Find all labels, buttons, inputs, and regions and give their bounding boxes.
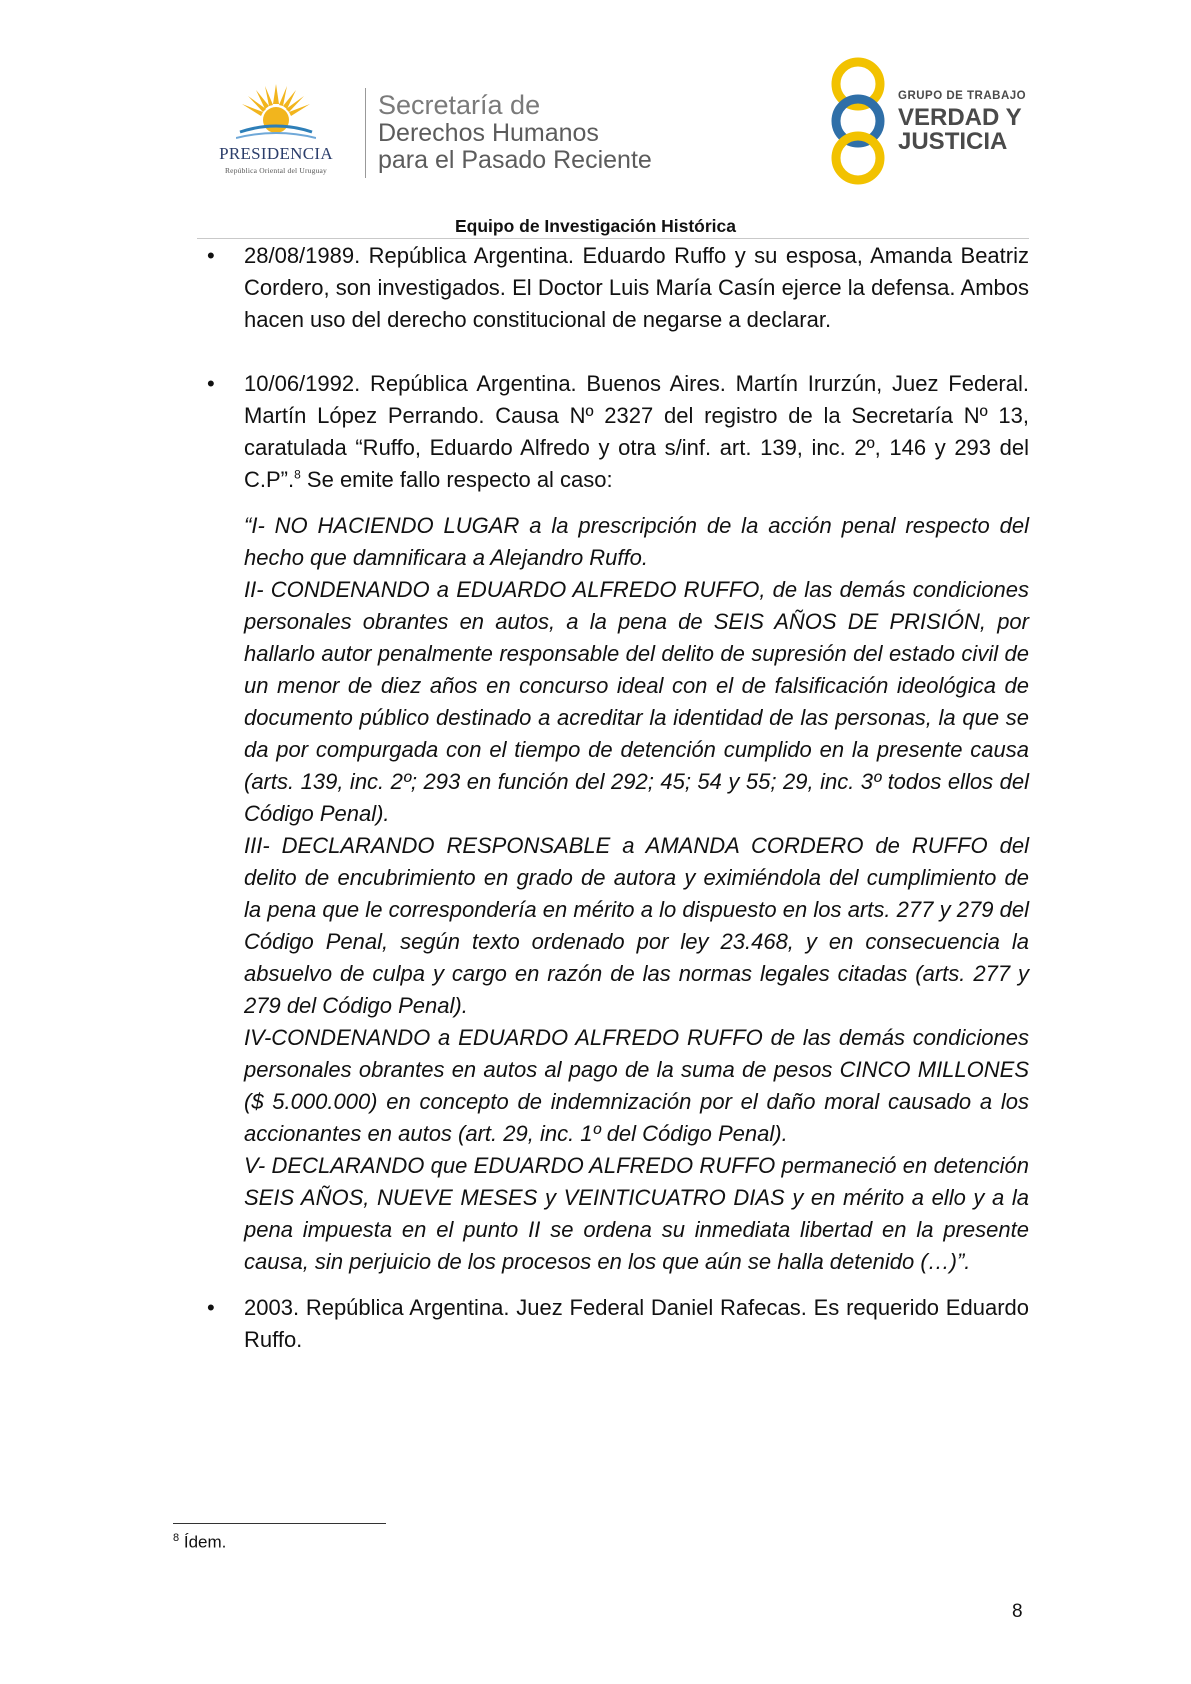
- page-number: 8: [1012, 1601, 1023, 1622]
- presidencia-subtitle: República Oriental del Uruguay: [224, 166, 327, 175]
- sun-emblem-icon: [236, 80, 316, 140]
- header-rule: [197, 238, 1029, 239]
- bullet-marker: •: [207, 243, 215, 268]
- grupo-title-line-1: VERDAD Y: [898, 104, 1022, 131]
- court-ruling-quote: [244, 510, 1029, 1278]
- presidencia-name: PRESIDENCIA: [219, 144, 333, 163]
- bullet-marker: •: [207, 371, 215, 396]
- bullet-text: 10/06/1992. República Argentina. Buenos Aires. Martín Irurzún, Juez Federal. Martín López Perrando. Causa Nº 2327 del registro de la Secretaría Nº 13, caratulada “Ruffo, Eduardo Alfredo y otra s/inf. art. 139, inc. 2º, 146 y 293 del C.P”.: [244, 371, 1029, 492]
- ruling-point-4: IV-CONDENANDO a EDUARDO ALFREDO RUFFO de las demás condiciones personales obrantes en autos al pago de la suma de pesos CINCO MILLONES ($ 5.000.000) en concepto de indemnización por el daño moral causado a los accionantes en autos (art. 29, inc. 1º del Código Penal).: [244, 1025, 1029, 1146]
- bullet-item: [197, 368, 1029, 496]
- team-title: Equipo de Investigación Histórica: [454, 216, 737, 236]
- page-header: [0, 0, 1191, 200]
- ruling-point-5: V- DECLARANDO que EDUARDO ALFREDO RUFFO permaneció en detención SEIS AÑOS, NUEVE MESES y VEINTICUATRO DIAS y en mérito a ello y a la pena impuesta en el punto II se ordena su inmediata libertad en la presente causa, sin perjuicio de los procesos en los que aún se halla detenido (…)”.: [244, 1153, 1029, 1274]
- footnote-reference: 8: [294, 467, 301, 482]
- bullet-item: [197, 1292, 1029, 1356]
- ruling-point-2: II- CONDENANDO a EDUARDO ALFREDO RUFFO, de las demás condiciones personales obrantes en autos, a la pena de SEIS AÑOS DE PRISIÓN, por hallarlo autor penalmente responsable del delito de supresión del estado civil de un menor de diez años en concurso ideal con el de falsificación ideológica de documento público destinado a acreditar la identidad de las personas, la que se da por compurgada con el tiempo de detención cumplido en la presente causa (arts. 139, inc. 2º; 293 en función del 292; 45; 54 y 55; 29, inc. 3º todos ellos del Código Penal).: [244, 577, 1029, 826]
- ruling-point-1: “I- NO HACIENDO LUGAR a la prescripción de la acción penal respecto del hecho que damnificara a Alejandro Ruffo.: [244, 513, 1029, 570]
- footnote-text: Ídem.: [179, 1532, 227, 1552]
- presidencia-logo: [196, 80, 356, 180]
- footnote-number: 8: [173, 1532, 180, 1544]
- interlinked-rings-icon: [820, 56, 896, 186]
- secretaria-line-2: Derechos Humanos: [378, 119, 599, 147]
- grupo-title-line-2: JUSTICIA: [898, 128, 1008, 155]
- bullet-text: 28/08/1989. República Argentina. Eduardo Ruffo y su esposa, Amanda Beatriz Cordero, son investigados. El Doctor Luis María Casín ejerce la defensa. Ambos hacen uso del derecho constitucional de negarse a declarar.: [244, 243, 1029, 332]
- secretaria-line-3: para el Pasado Reciente: [378, 146, 652, 174]
- header-divider: [365, 88, 366, 178]
- bullet-marker: •: [207, 1295, 215, 1320]
- footnote: [173, 1532, 226, 1553]
- secretaria-line-1: Secretaría de: [378, 90, 541, 120]
- bullet-item: [197, 240, 1029, 336]
- secretaria-logo-text: [378, 90, 652, 174]
- ruling-point-3: III- DECLARANDO RESPONSABLE a AMANDA CORDERO de RUFFO del delito de encubrimiento en grado de autora y eximiéndola del cumplimiento de la pena que le correspondería en mérito a lo dispuesto en los arts. 277 y 279 del Código Penal, según texto ordenado por ley 23.468, y en consecuencia la absuelvo de culpa y cargo en razón de las normas legales citadas (arts. 277 y 279 del Código Penal).: [244, 833, 1029, 1018]
- footnote-separator: [173, 1523, 386, 1524]
- grupo-small-label: GRUPO DE TRABAJO: [898, 90, 1027, 102]
- bullet-text: 2003. República Argentina. Juez Federal Daniel Rafecas. Es requerido Eduardo Ruffo.: [244, 1295, 1029, 1352]
- document-body: [197, 240, 1029, 1356]
- grupo-trabajo-logo: [820, 56, 1050, 186]
- bullet-text-continued: Se emite fallo respecto al caso:: [300, 467, 613, 492]
